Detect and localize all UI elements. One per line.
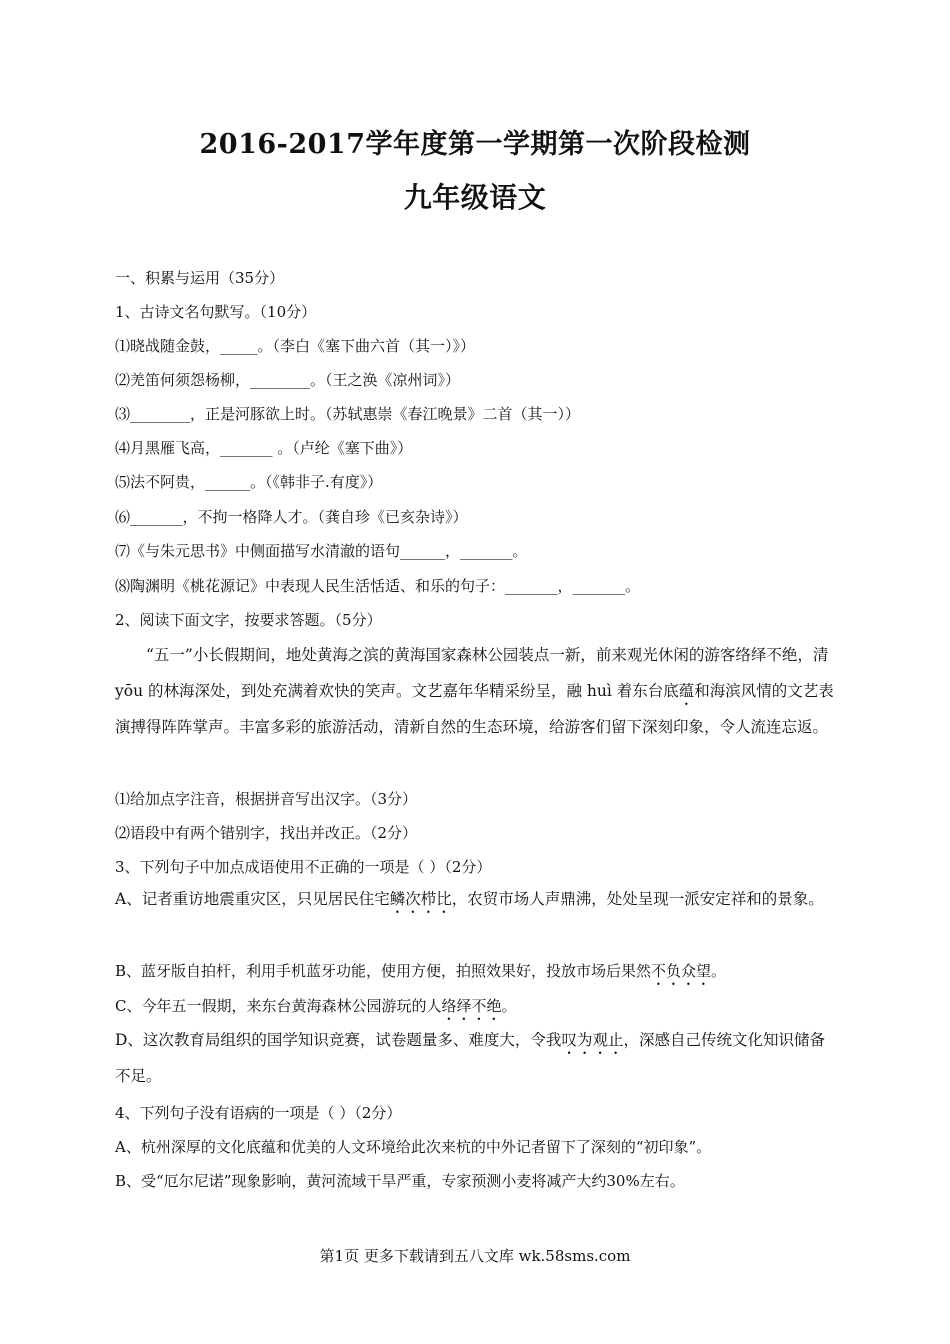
q1-item-5: ⑸法不阿贵，______。（《韩非子.有度》） [115,473,383,491]
q3-a-idiom: 鳞次栉比 [389,890,452,908]
q3-b-idiom: 不负众望 [651,962,712,980]
q3-b-post: 。 [711,962,727,980]
q3-d-post: ，深感自己传统文化知识储备不足。 [115,1031,825,1085]
page-footer: 第1页 更多下载请到五八文库 wk.58sms.com [319,1247,631,1265]
q3-option-a [115,881,837,917]
q1-item-1: ⑴晓战随金鼓，_____。（李白《塞下曲六首（其一）》） [115,337,476,355]
q3-d-pre: D、这次教育局组织的国学知识竞赛，试卷题量多、难度大，令我 [115,1031,562,1049]
q1-item-8: ⑻陶渊明《桃花源记》中表现人民生活恬适、和乐的句子：_______，_______。 [115,577,641,595]
question-3-stem: 3、下列句子中加点成语使用不正确的一项是（ ）（2分） [115,858,492,876]
q2-passage [115,637,837,745]
q3-d-idiom: 叹为观止 [561,1031,624,1049]
exam-subtitle: 九年级语文 [403,181,547,214]
q4-option-b: B、受“厄尔尼诺”现象影响，黄河流域干旱严重，专家预测小麦将减产大约30%左右。 [115,1172,685,1190]
dotted-char: 蕴 [678,682,695,700]
q1-item-7: ⑺《与朱元思书》中侧面描写水清澈的语句______，_______。 [115,542,528,560]
question-2-stem: 2、阅读下面文字，按要求答题。（5分） [115,611,382,629]
q4-option-a: A、杭州深厚的文化底蕴和优美的人文环境给此次来杭的中外记者留下了深刻的“初印象”。 [115,1138,712,1156]
section-heading: 一、积累与运用（35分） [115,269,285,287]
q3-option-d [115,1022,837,1094]
q2-passage-part-1: “五一”小长假期间，地处黄海之滨的黄海国家森林公园装点一新，前来观光休闲的游客络绎不绝，清 yōu 的林海深处，到处充满着欢快的笑声。文艺嘉年华精采纷呈，融 huì 着东台底 [115,646,829,700]
q1-item-4: ⑷月黑雁飞高，_______ 。（卢纶《塞下曲》） [115,439,413,457]
q3-c-post: 。 [501,997,517,1015]
q1-item-2: ⑵羌笛何须怨杨柳，________。（王之涣《凉州词》） [115,371,461,389]
q3-option-c [115,996,845,1024]
q2-passage-part-2: 和海滨风情的文艺表演搏得阵阵掌声。丰富多彩的旅游活动，清新自然的生态环境，给游客们留下深刻印象，令人流连忘返。 [115,682,834,736]
question-4-stem: 4、下列句子没有语病的一项是（ ）（2分） [115,1104,402,1122]
q1-item-6: ⑹_______，不拘一格降人才。（龚自珍《已亥杂诗》） [115,508,468,526]
q1-item-3: ⑶________，正是河豚欲上时。（苏轼惠崇《春江晚景》二首（其一）） [115,405,581,423]
q3-b-pre: B、蓝牙版自拍杆，利用手机蓝牙功能，使用方便，拍照效果好，投放市场后果然 [115,962,652,980]
q2-sub-1: ⑴给加点字注音，根据拼音写出汉字。（3分） [115,790,418,808]
q3-c-idiom: 络绎不绝 [441,997,502,1015]
question-1-stem: 1、古诗文名句默写。（10分） [115,303,317,321]
q3-a-post: ，农贸市场人声鼎沸，处处呈现一派安定祥和的景象。 [451,890,824,908]
q3-c-pre: C、今年五一假期，来东台黄海森林公园游玩的人 [115,997,442,1015]
q3-a-pre: A、记者重访地震重灾区，只见居民住宅 [115,890,390,908]
q3-option-b [115,961,845,989]
exam-title: 2016-2017学年度第一学期第一次阶段检测 [199,129,751,160]
q2-sub-2: ⑵语段中有两个错别字，找出并改正。（2分） [115,824,418,842]
